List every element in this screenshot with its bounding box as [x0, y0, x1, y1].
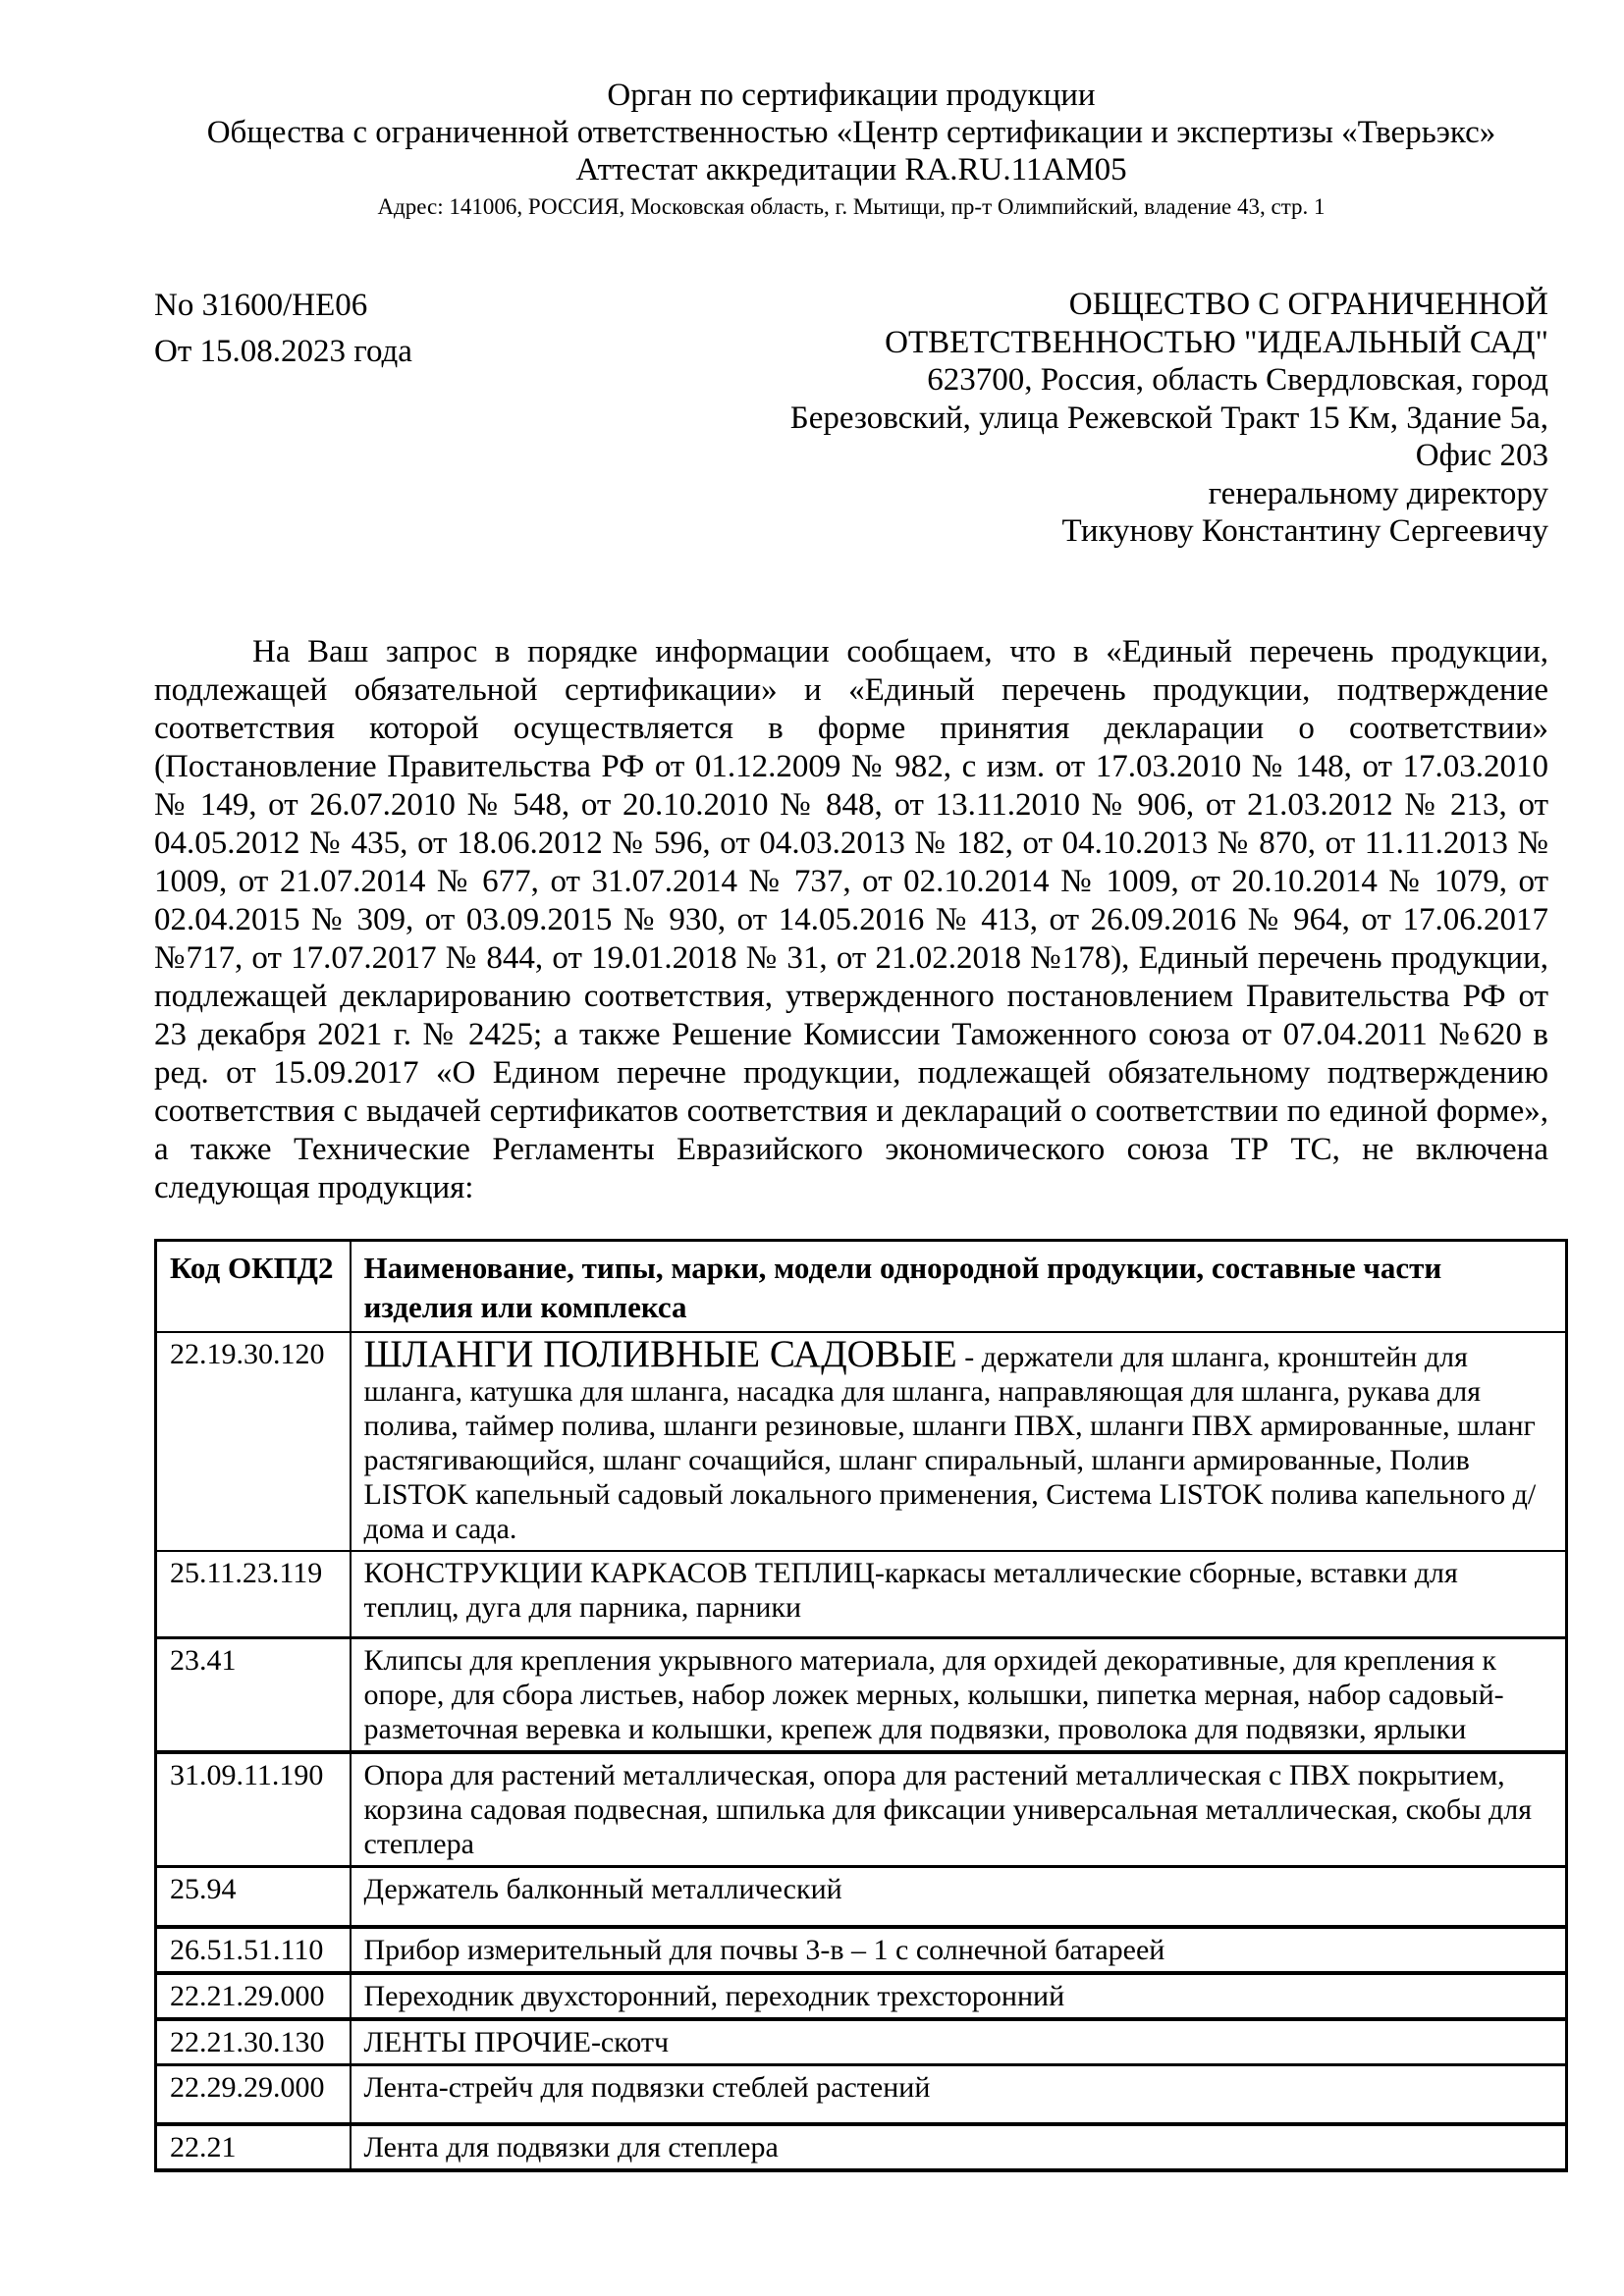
- letterhead-org-type: Орган по сертификации продукции: [607, 78, 1096, 113]
- recipient-line: ОТВЕТСТВЕННОСТЬЮ "ИДЕАЛЬНЫЙ САД": [885, 324, 1548, 360]
- cell-text: КОНСТРУКЦИИ КАРКАСОВ ТЕПЛИЦ-каркасы металлические сборные, вставки для теплиц, дуга для парника, парники: [363, 1557, 1458, 1624]
- recipient-block: [645, 286, 1548, 551]
- cell-description: [351, 1752, 1567, 1867]
- table-row: [156, 1866, 1567, 1927]
- cell-text: Клипсы для крепления укрывного материала, для орхидей декоративные, для крепления к опоре, для сбора листьев, набор ложек мерных, колышки, пипетка мерная, набор садовый-разметочная веревка и колышки, крепеж для подвязки, проволока для подвязки, ярлыки: [363, 1643, 1504, 1745]
- cell-description: [351, 1551, 1567, 1637]
- letterhead-accreditation: Аттестат аккредитации RA.RU.11АМ05: [575, 152, 1127, 187]
- recipient-line: Офис 203: [1415, 438, 1548, 473]
- table-row: [156, 2124, 1567, 2170]
- recipient-line: генеральному директору: [1208, 475, 1548, 511]
- cell-text: Опора для растений металлическая, опора для растений металлическая с ПВХ покрытием, корзина садовая подвесная, шпилька для фиксации универсальная металлическая, скобы для степлера: [363, 1758, 1533, 1860]
- recipient-line: Березовский, улица Режевской Тракт 15 Км, Здание 5а,: [789, 400, 1548, 436]
- cell-code: 25.94: [170, 1872, 237, 1905]
- table-header-code: Код ОКПД2: [170, 1251, 334, 1285]
- cell-description: [351, 2065, 1567, 2124]
- cell-description: [351, 1637, 1567, 1752]
- table-row: [156, 1752, 1567, 1867]
- products-table: [154, 1239, 1568, 2172]
- cell-lead-caps: ШЛАНГИ ПОЛИВНЫЕ САДОВЫЕ: [363, 1333, 957, 1375]
- letterhead: [154, 77, 1548, 222]
- letterhead-address: Адрес: 141006, РОССИЯ, Московская область, г. Мытищи, пр-т Олимпийский, владение 43, стр. 1: [377, 194, 1326, 219]
- cell-description: [351, 1927, 1567, 1973]
- table-row: [156, 1551, 1567, 1637]
- cell-code: 31.09.11.190: [170, 1758, 324, 1791]
- recipient-line: 623700, Россия, область Свердловская, город: [927, 362, 1548, 398]
- cell-code: 22.21.29.000: [170, 1980, 325, 2012]
- cell-code: 25.11.23.119: [170, 1557, 323, 1589]
- recipient-line: Тикунову Константину Сергеевичу: [1061, 513, 1548, 549]
- table-row: [156, 2019, 1567, 2065]
- cell-code: 23.41: [170, 1643, 237, 1677]
- cell-code: 22.19.30.120: [170, 1338, 325, 1370]
- cell-description: [351, 2019, 1567, 2065]
- letterhead-org-name: Общества с ограниченной ответственностью «Центр сертификации и экспертизы «Тверьэкс»: [206, 115, 1496, 150]
- ref-block: [154, 283, 412, 375]
- table-row: [156, 1973, 1567, 2019]
- cell-text: Лента для подвязки для степлера: [363, 2130, 779, 2163]
- cell-description: [351, 2124, 1567, 2170]
- table-row: [156, 2065, 1567, 2124]
- table-header-name: Наименование, типы, марки, модели однородной продукции, составные части изделия или комплекса: [351, 1241, 1567, 1333]
- table-row: [156, 1637, 1567, 1752]
- cell-code: 22.21: [170, 2130, 237, 2163]
- table-header-row: [156, 1241, 1567, 1333]
- cell-text: Лента-стрейч для подвязки стеблей растений: [363, 2071, 931, 2104]
- ref-number: No 31600/НЕ06: [154, 288, 368, 323]
- body-paragraph: На Ваш запрос в порядке информации сообщаем, что в «Единый перечень продукции, подлежащей обязательной сертификации» и «Единый перечень продукции, подтверждение соответствия которой осуществляется в форме принятия декларации о соответствии» (Постановление Правительства РФ от 01.12.2009 № 982, с изм. от 17.03.2010 № 148, от 17.03.2010 № 149, от 26.07.2010 № 548, от 20.10.2010 № 848, от 13.11.2010 № 906, от 21.03.2012 № 213, от 04.05.2012 № 435, от 18.06.2012 № 596, от 04.03.2013 № 182, от 04.10.2013 № 870, от 11.11.2013 № 1009, от 21.07.2014 № 677, от 31.07.2014 № 737, от 02.10.2014 № 1009, от 20.10.2014 № 1079, от 02.04.2015 № 309, от 03.09.2015 № 930, от 14.05.2016 № 413, от 26.09.2016 № 964, от 17.06.2017 №717, от 17.07.2017 № 844, от 19.01.2018 № 31, от 21.02.2018 №178), Единый перечень продукции, подлежащей декларированию соответствия, утвержденного постановлением Правительства РФ от 23 декабря 2021 г. № 2425; а также Решение Комиссии Таможенного союза от 07.04.2011 №620 в ред. от 15.09.2017 «О Едином перечне продукции, подлежащей обязательному подтверждению соответствия с выдачей сертификатов соответствия и деклараций о соответствии по единой форме», а также Технические Регламенты Евразийского экономического союза ТР ТС, не включена следующая продукция:: [154, 634, 1548, 1205]
- cell-text: - держатели для шланга, кронштейн для шланга, катушка для шланга, насадка для шланга, направляющая для шланга, рукава для полива, таймер полива, шланги резиновые, шланги ПВХ, шланги ПВХ армированные, шланг растягивающийся, шланг сочащийся, шланг спиральный, шланги армированные, Полив LISTOK капельный садовый локального применения, Система LISTOK полива капельного д/дома и сада.: [363, 1341, 1537, 1545]
- cell-description: [351, 1973, 1567, 2019]
- cell-code: 22.29.29.000: [170, 2071, 325, 2104]
- cell-description: [351, 1866, 1567, 1927]
- cell-code: 26.51.51.110: [170, 1934, 324, 1966]
- cell-description: [351, 1332, 1567, 1551]
- cell-text: Держатель балконный металлический: [363, 1872, 842, 1905]
- recipient-line: ОБЩЕСТВО С ОГРАНИЧЕННОЙ: [1068, 287, 1548, 322]
- cell-text: Переходник двухсторонний, переходник трехсторонний: [363, 1980, 1065, 2012]
- cell-text: ЛЕНТЫ ПРОЧИЕ-скотч: [363, 2026, 670, 2058]
- cell-code: 22.21.30.130: [170, 2026, 325, 2058]
- ref-date: От 15.08.2023 года: [154, 334, 412, 369]
- table-row: [156, 1927, 1567, 1973]
- table-row: [156, 1332, 1567, 1551]
- cell-text: Прибор измерительный для почвы 3-в – 1 с солнечной батареей: [363, 1934, 1165, 1966]
